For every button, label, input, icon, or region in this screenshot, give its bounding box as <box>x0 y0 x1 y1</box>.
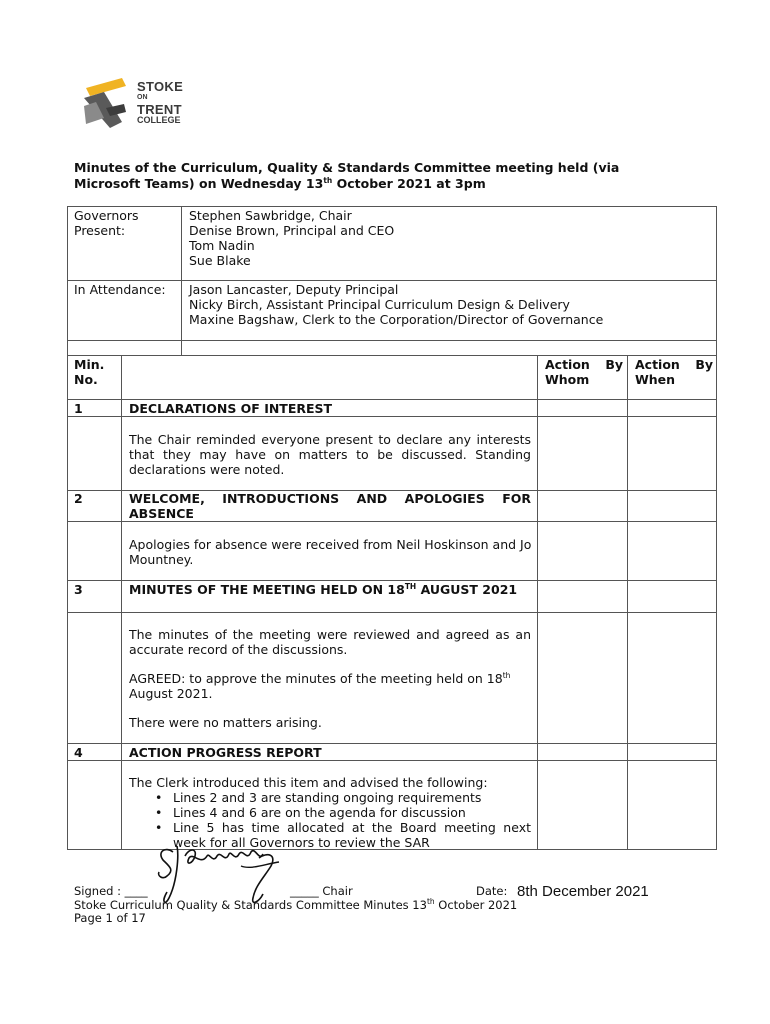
attendee-name: Jason Lancaster, Deputy Principal <box>189 282 399 297</box>
college-logo <box>82 78 192 132</box>
item-heading: ACTION PROGRESS REPORT <box>129 745 322 760</box>
signed-label: Signed : ____ <box>74 884 148 898</box>
logo-mark-icon <box>82 78 130 130</box>
item-body: The Chair reminded everyone present to declare any interests that they may have on matters to be discussed. Standing declarations were noted. <box>129 432 531 477</box>
header-action-by-when: Action By When <box>635 357 713 387</box>
governors-list <box>189 208 689 268</box>
header-min-no: Min. No. <box>74 357 105 387</box>
in-attendance-list <box>189 282 709 327</box>
governor-name: Tom Nadin <box>189 238 255 253</box>
signature-line <box>74 885 514 898</box>
bullet-list <box>153 790 531 850</box>
item-body: There were no matters arising. <box>129 715 322 730</box>
document-reference: Stoke Curriculum Quality & Standards Committee Minutes 13th October 2021 <box>74 897 518 912</box>
header-action-by-whom: Action By Whom <box>545 357 623 387</box>
governor-name: Sue Blake <box>189 253 251 268</box>
date-value: 8th December 2021 <box>517 883 649 900</box>
item-heading: WELCOME, INTRODUCTIONS AND APOLOGIES FOR ABSENCE <box>129 491 531 521</box>
item-body: The Clerk introduced this item and advised the following: <box>129 775 488 790</box>
attendee-name: Nicky Birch, Assistant Principal Curriculum Design & Delivery <box>189 297 570 312</box>
item-heading: MINUTES OF THE MEETING HELD ON 18TH AUGUST 2021 <box>129 581 518 597</box>
page-number: Page 1 of 17 <box>74 911 146 925</box>
governor-name: Denise Brown, Principal and CEO <box>189 223 395 238</box>
list-item: • Lines 2 and 3 are standing ongoing requirements <box>153 790 531 805</box>
item-body: Apologies for absence were received from Neil Hoskinson and Jo Mountney. <box>129 537 532 567</box>
signed-chair: _____ Chair <box>290 884 353 898</box>
item-number: 1 <box>74 401 83 416</box>
governors-label: Governors Present: <box>74 208 139 238</box>
item-body: The minutes of the meeting were reviewed and agreed as an accurate record of the discussions. <box>129 627 531 657</box>
item-resolution: AGREED: to approve the minutes of the meeting held on 18th August 2021. <box>129 670 511 701</box>
list-item: • Lines 4 and 6 are on the agenda for discussion <box>153 805 531 820</box>
document-title: Minutes of the Curriculum, Quality & Standards Committee meeting held (via Microsoft Teams) on Wednesday 13th October 2021 at 3pm <box>74 160 620 191</box>
date-label: Date: <box>476 884 508 898</box>
item-number: 3 <box>74 582 83 597</box>
attendee-name: Maxine Bagshaw, Clerk to the Corporation/Director of Governance <box>189 312 604 327</box>
item-number: 2 <box>74 491 83 506</box>
in-attendance-label: In Attendance: <box>74 282 166 297</box>
governor-name: Stephen Sawbridge, Chair <box>189 208 352 223</box>
logo-wordmark: STOKE ON TRENT COLLEGE <box>137 79 184 125</box>
item-heading: DECLARATIONS OF INTEREST <box>129 401 333 416</box>
item-number: 4 <box>74 745 83 760</box>
list-item: • Line 5 has time allocated at the Board meeting next week for all Governors to review the SAR <box>153 820 531 850</box>
